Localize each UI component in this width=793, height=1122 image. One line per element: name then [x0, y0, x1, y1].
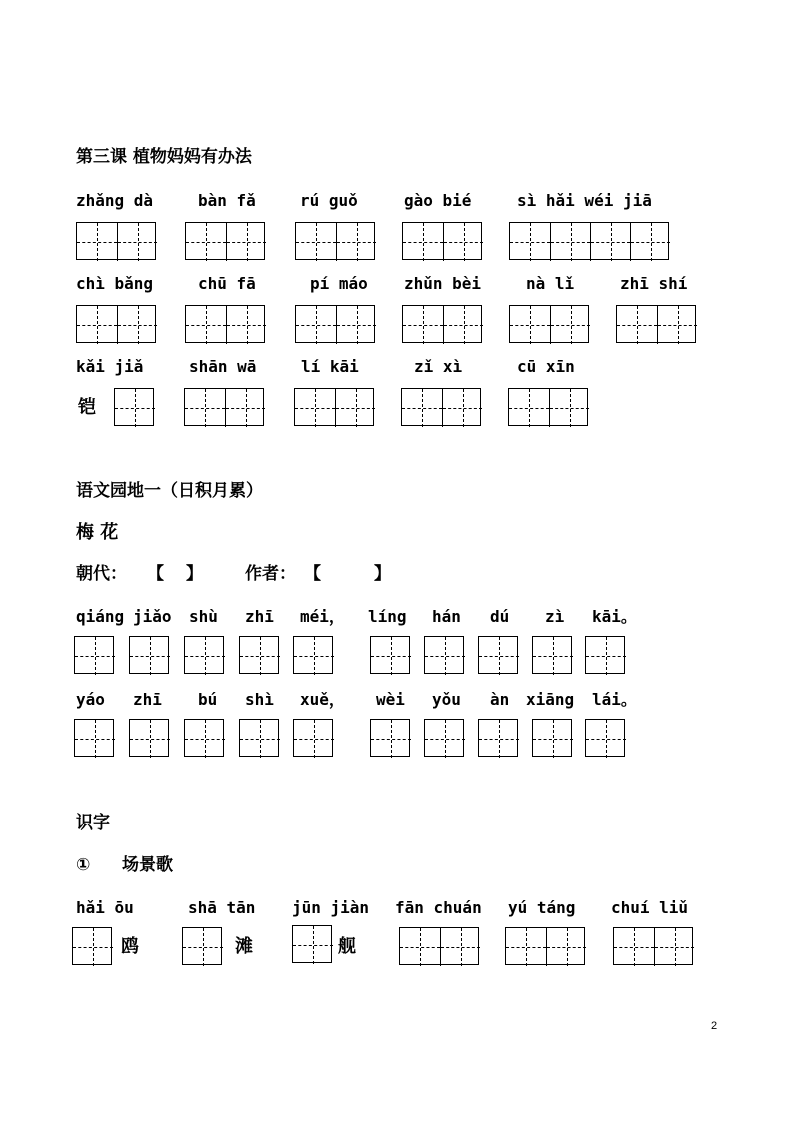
writing-grid: [294, 388, 374, 426]
writing-grid: [370, 719, 410, 757]
garden-title: 语文园地一（日积月累）: [76, 481, 263, 501]
pinyin-syllable: shù: [189, 607, 218, 626]
writing-grid: [424, 636, 464, 674]
pinyin-syllable: méi，: [300, 607, 345, 626]
pinyin-syllable: zì: [545, 607, 565, 626]
lesson3-title: 第三课 植物妈妈有办法: [76, 147, 252, 167]
pinyin-word: bàn fǎ: [198, 191, 256, 210]
pinyin-word: rú guǒ: [300, 191, 358, 210]
pinyin-syllable: hán: [432, 607, 461, 626]
writing-grid: [508, 388, 588, 426]
author-bracket-open: 【: [304, 564, 321, 584]
writing-grid: [114, 388, 154, 426]
pinyin-syllable: kāi。: [592, 607, 637, 626]
pinyin-syllable: yǒu: [432, 690, 461, 709]
pinyin-syllable: dú: [490, 607, 510, 626]
pinyin-word: zhǎng dà: [76, 191, 154, 210]
pinyin-word: zǐ xì: [414, 357, 463, 376]
pinyin-word: chū fā: [198, 274, 256, 293]
pinyin-syllable: bú: [198, 690, 218, 709]
writing-grid: [239, 636, 279, 674]
dynasty-bracket-close: 】: [186, 564, 203, 584]
given-character: 鸥: [121, 936, 139, 957]
writing-grid: [478, 719, 518, 757]
writing-grid: [399, 927, 479, 965]
writing-grid: [182, 927, 222, 965]
writing-grid: [74, 719, 114, 757]
writing-grid: [184, 636, 224, 674]
writing-grid: [239, 719, 279, 757]
writing-grid: [185, 305, 265, 343]
pinyin-word: jūn jiàn: [292, 898, 370, 917]
shizi-sub-number: ①: [76, 855, 91, 875]
writing-grid: [509, 222, 669, 260]
given-character: 铠: [78, 397, 96, 418]
dynasty-label: 朝代：: [76, 564, 127, 584]
writing-grid: [129, 719, 169, 757]
pinyin-word: lí kāi: [301, 357, 359, 376]
pinyin-syllable: líng: [368, 607, 407, 626]
pinyin-syllable: jiǎo: [133, 607, 172, 626]
pinyin-word: sì hǎi wéi jiā: [517, 191, 652, 210]
pinyin-word: pí máo: [310, 274, 368, 293]
writing-grid: [129, 636, 169, 674]
writing-grid: [585, 636, 625, 674]
pinyin-syllable: wèi: [376, 690, 405, 709]
writing-grid: [424, 719, 464, 757]
pinyin-word: yú táng: [508, 898, 576, 917]
writing-grid: [76, 305, 156, 343]
writing-grid: [184, 719, 224, 757]
shizi-title: 识字: [76, 813, 110, 833]
pinyin-word: shā tān: [188, 898, 256, 917]
writing-grid: [585, 719, 625, 757]
pinyin-word: cū xīn: [517, 357, 575, 376]
writing-grid: [532, 719, 572, 757]
poem-title: 梅 花: [76, 522, 119, 543]
writing-grid: [509, 305, 589, 343]
writing-grid: [72, 927, 112, 965]
writing-grid: [76, 222, 156, 260]
pinyin-word: gào bié: [404, 191, 472, 210]
writing-grid: [292, 925, 332, 963]
pinyin-syllable: zhī: [245, 607, 274, 626]
writing-grid: [74, 636, 114, 674]
pinyin-syllable: xuě，: [300, 690, 345, 709]
pinyin-word: shān wā: [189, 357, 257, 376]
writing-grid: [295, 305, 375, 343]
pinyin-syllable: àn: [490, 690, 510, 709]
pinyin-word: kǎi jiǎ: [76, 357, 144, 376]
writing-grid: [370, 636, 410, 674]
pinyin-syllable: zhī: [133, 690, 162, 709]
pinyin-word: zhǔn bèi: [404, 274, 482, 293]
dynasty-bracket-open: 【: [147, 564, 164, 584]
pinyin-word: chuí liǔ: [611, 898, 689, 917]
writing-grid: [613, 927, 693, 965]
pinyin-word: zhī shí: [620, 274, 688, 293]
writing-grid: [293, 719, 333, 757]
writing-grid: [184, 388, 264, 426]
pinyin-syllable: xiāng: [526, 690, 575, 709]
pinyin-word: fān chuán: [395, 898, 482, 917]
pinyin-word: nà lǐ: [526, 274, 575, 293]
given-character: 舰: [338, 936, 356, 957]
writing-grid: [402, 222, 482, 260]
writing-grid: [402, 305, 482, 343]
pinyin-syllable: shì: [245, 690, 274, 709]
shizi-sub-title: 场景歌: [122, 855, 173, 875]
pinyin-syllable: qiáng: [76, 607, 125, 626]
writing-grid: [616, 305, 696, 343]
writing-grid: [401, 388, 481, 426]
pinyin-syllable: lái。: [592, 690, 637, 709]
pinyin-syllable: yáo: [76, 690, 105, 709]
writing-grid: [185, 222, 265, 260]
writing-grid: [478, 636, 518, 674]
given-character: 滩: [235, 936, 253, 957]
writing-grid: [293, 636, 333, 674]
author-bracket-close: 】: [374, 564, 391, 584]
pinyin-word: chì bǎng: [76, 274, 154, 293]
writing-grid: [505, 927, 585, 965]
writing-grid: [295, 222, 375, 260]
author-label: 作者：: [245, 564, 296, 584]
pinyin-word: hǎi ōu: [76, 898, 134, 917]
writing-grid: [532, 636, 572, 674]
page-number: 2: [711, 1020, 718, 1032]
